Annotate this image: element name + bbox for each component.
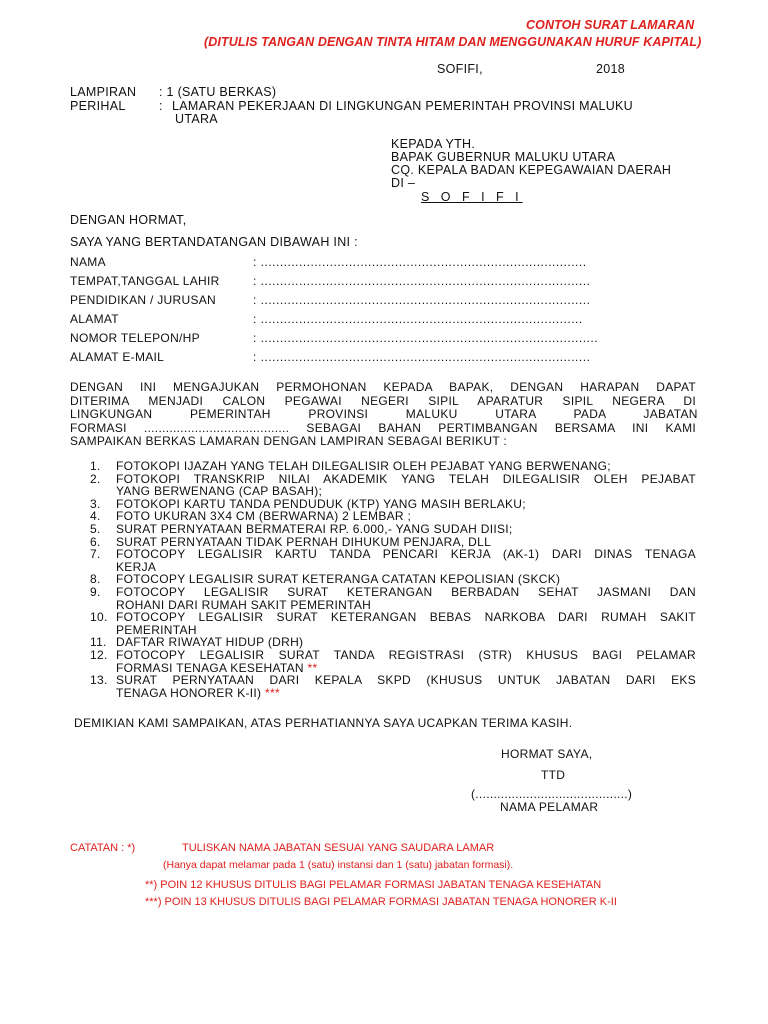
list-item bbox=[90, 473, 696, 498]
signature-name: NAMA PELAMAR bbox=[500, 800, 599, 814]
list-number: 1. bbox=[90, 459, 101, 473]
perihal-colon: : bbox=[159, 99, 163, 113]
closing-line: DEMIKIAN KAMI SAMPAIKAN, ATAS PERHATIANNYA SAYA UCAPKAN TERIMA KASIH. bbox=[74, 716, 573, 730]
recipient-line-3: CQ. KEPALA BADAN KEPEGAWAIAN DAERAH bbox=[391, 163, 672, 177]
list-number: 10. bbox=[90, 610, 108, 625]
body-paragraph bbox=[70, 381, 696, 449]
field-blank-tempat-tanggal-lahir: : ...................................................................................... bbox=[253, 274, 591, 288]
perihal-line-1: LAMARAN PEKERJAAN DI LINGKUNGAN PEMERINTAH PROVINSI MALUKU bbox=[172, 99, 634, 113]
intro-line: SAYA YANG BERTANDATANGAN DIBAWAH INI : bbox=[70, 235, 358, 249]
note-3: ***) POIN 13 KHUSUS DITULIS BAGI PELAMAR FORMASI JABATAN TENAGA HONORER K-II bbox=[145, 896, 617, 908]
list-item bbox=[90, 586, 696, 611]
lampiran-value: : 1 (SATU BERKAS) bbox=[159, 85, 277, 99]
list-item bbox=[90, 674, 696, 699]
list-text: FOTOCOPY LEGALISIR SURAT KETERANGAN BERBADAN SEHAT JASMANI DAN bbox=[116, 584, 696, 599]
greeting: DENGAN HORMAT, bbox=[70, 213, 187, 227]
list-number: 6. bbox=[90, 534, 101, 549]
list-text: KERJA bbox=[116, 559, 157, 574]
field-label-telepon: NOMOR TELEPON/HP bbox=[70, 331, 200, 345]
field-blank-telepon: : ........................................................................................ bbox=[253, 331, 599, 345]
field-label-pendidikan: PENDIDIKAN / JURUSAN bbox=[70, 293, 217, 307]
list-item bbox=[90, 460, 696, 473]
list-text: FOTOCOPY LEGALISIR KARTU TANDA PENCARI KERJA (AK-1) DARI DINAS TENAGA bbox=[116, 547, 696, 562]
list-item bbox=[90, 649, 696, 674]
year-label: 2018 bbox=[596, 62, 626, 76]
lampiran-label: LAMPIRAN bbox=[70, 85, 137, 99]
list-number: 9. bbox=[90, 584, 101, 599]
note-2: **) POIN 12 KHUSUS DITULIS BAGI PELAMAR FORMASI JABATAN TENAGA KESEHATAN bbox=[145, 879, 602, 891]
list-number: 11. bbox=[90, 635, 107, 650]
place-label: SOFIFI, bbox=[437, 62, 483, 76]
recipient-city: S O F I F I bbox=[421, 190, 523, 204]
list-number: 2. bbox=[90, 471, 101, 486]
list-number: 8. bbox=[90, 572, 101, 587]
list-text: FORMASI TENAGA KESEHATAN bbox=[116, 660, 304, 675]
perihal-label: PERIHAL bbox=[70, 99, 126, 113]
field-label-nama: NAMA bbox=[70, 255, 106, 269]
field-blank-email: : ...................................................................................... bbox=[253, 350, 591, 364]
list-item bbox=[90, 548, 696, 573]
list-text: FOTOKOPI IJAZAH YANG TELAH DILEGALISIR OLEH PEJABAT YANG BERWENANG; bbox=[116, 459, 611, 473]
list-text: FOTOCOPY LEGALISIR SURAT KETERANGAN BEBAS NARKOBA DARI RUMAH SAKIT bbox=[116, 610, 696, 625]
asterisk-mark: *** bbox=[265, 685, 280, 700]
list-text: TENAGA HONORER K-II) bbox=[116, 685, 262, 700]
list-text: FOTO UKURAN 3X4 CM (BERWARNA) 2 LEMBAR ; bbox=[116, 509, 412, 524]
signature-blank: (..........................................) bbox=[471, 787, 633, 801]
list-number: 5. bbox=[90, 521, 101, 536]
list-text: ROHANI DARI RUMAH SAKIT PEMERINTAH bbox=[116, 597, 372, 612]
list-number: 4. bbox=[90, 509, 101, 524]
field-blank-alamat: : .................................................................................... bbox=[253, 312, 583, 326]
letter-example-title: CONTOH SURAT LAMARAN bbox=[526, 18, 695, 32]
recipient-line-2: BAPAK GUBERNUR MALUKU UTARA bbox=[391, 150, 616, 164]
attachment-list bbox=[90, 460, 696, 699]
notes-label: CATATAN : *) bbox=[70, 842, 136, 854]
perihal-line-2: UTARA bbox=[175, 112, 218, 126]
letter-instruction-subtitle: (DITULIS TANGAN DENGAN TINTA HITAM DAN MENGGUNAKAN HURUF KAPITAL) bbox=[204, 35, 702, 49]
field-blank-pendidikan: : ...................................................................................... bbox=[253, 293, 591, 307]
body-line: DENGAN INI MENGAJUKAN PERMOHONAN KEPADA BAPAK, DENGAN HARAPAN DAPAT bbox=[70, 380, 696, 394]
list-text: SURAT PERNYATAAN BERMATERAI RP. 6.000,- YANG SUDAH DIISI; bbox=[116, 521, 513, 536]
body-line: LINGKUNGAN PEMERINTAH PROVINSI MALUKU UTARA PADA JABATAN bbox=[70, 407, 698, 422]
body-line: FORMASI ........................................ SEBAGAI BAHAN PERTIMBANGAN BERSAMA INI KAMI bbox=[70, 420, 696, 435]
recipient-line-4: DI – bbox=[391, 176, 416, 190]
field-label-alamat: ALAMAT bbox=[70, 312, 119, 326]
list-text: FOTOCOPY LEGALISIR SURAT TANDA REGISTRASI (STR) KHUSUS BAGI PELAMAR bbox=[116, 647, 696, 662]
signature-ttd: TTD bbox=[541, 768, 566, 782]
recipient-line-1: KEPADA YTH. bbox=[391, 137, 476, 151]
list-item bbox=[90, 523, 696, 536]
list-text: FOTOKOPI KARTU TANDA PENDUDUK (KTP) YANG MASIH BERLAKU; bbox=[116, 496, 526, 511]
list-text: YANG BERWENANG (CAP BASAH); bbox=[116, 484, 323, 499]
body-line: SAMPAIKAN BERKAS LAMARAN DENGAN LAMPIRAN SEBAGAI BERIKUT : bbox=[70, 434, 508, 449]
body-line: DITERIMA MENJADI CALON PEGAWAI NEGERI SIPIL APARATUR SIPIL NEGERA DI bbox=[70, 393, 696, 408]
list-number: 7. bbox=[90, 547, 101, 562]
list-number: 12. bbox=[90, 647, 108, 662]
list-number: 13. bbox=[90, 673, 108, 688]
list-text: FOTOKOPI TRANSKRIP NILAI AKADEMIK YANG TELAH DILEGALISIR OLEH PEJABAT bbox=[116, 471, 696, 486]
list-text: PEMERINTAH bbox=[116, 622, 197, 637]
list-text: SURAT PERNYATAAN DARI KEPALA SKPD (KHUSUS UNTUK JABATAN DARI EKS bbox=[116, 673, 696, 688]
list-item bbox=[90, 611, 696, 636]
signature-regards: HORMAT SAYA, bbox=[501, 747, 593, 761]
list-number: 3. bbox=[90, 496, 101, 511]
field-label-email: ALAMAT E-MAIL bbox=[70, 350, 165, 364]
asterisk-mark: ** bbox=[307, 660, 318, 675]
list-text: SURAT PERNYATAAN TIDAK PERNAH DIHUKUM PENJARA, DLL bbox=[116, 534, 492, 549]
field-blank-nama: : ..................................................................................... bbox=[253, 255, 587, 269]
list-text: FOTOCOPY LEGALISIR SURAT KETERANGA CATATAN KEPOLISIAN (SKCK) bbox=[116, 572, 561, 587]
list-text: DAFTAR RIWAYAT HIDUP (DRH) bbox=[116, 635, 304, 650]
field-label-tempat-tanggal-lahir: TEMPAT,TANGGAL LAHIR bbox=[70, 274, 220, 288]
note-1: TULISKAN NAMA JABATAN SESUAI YANG SAUDARA LAMAR bbox=[182, 842, 495, 854]
note-1-sub: (Hanya dapat melamar pada 1 (satu) instansi dan 1 (satu) jabatan formasi). bbox=[163, 859, 514, 871]
